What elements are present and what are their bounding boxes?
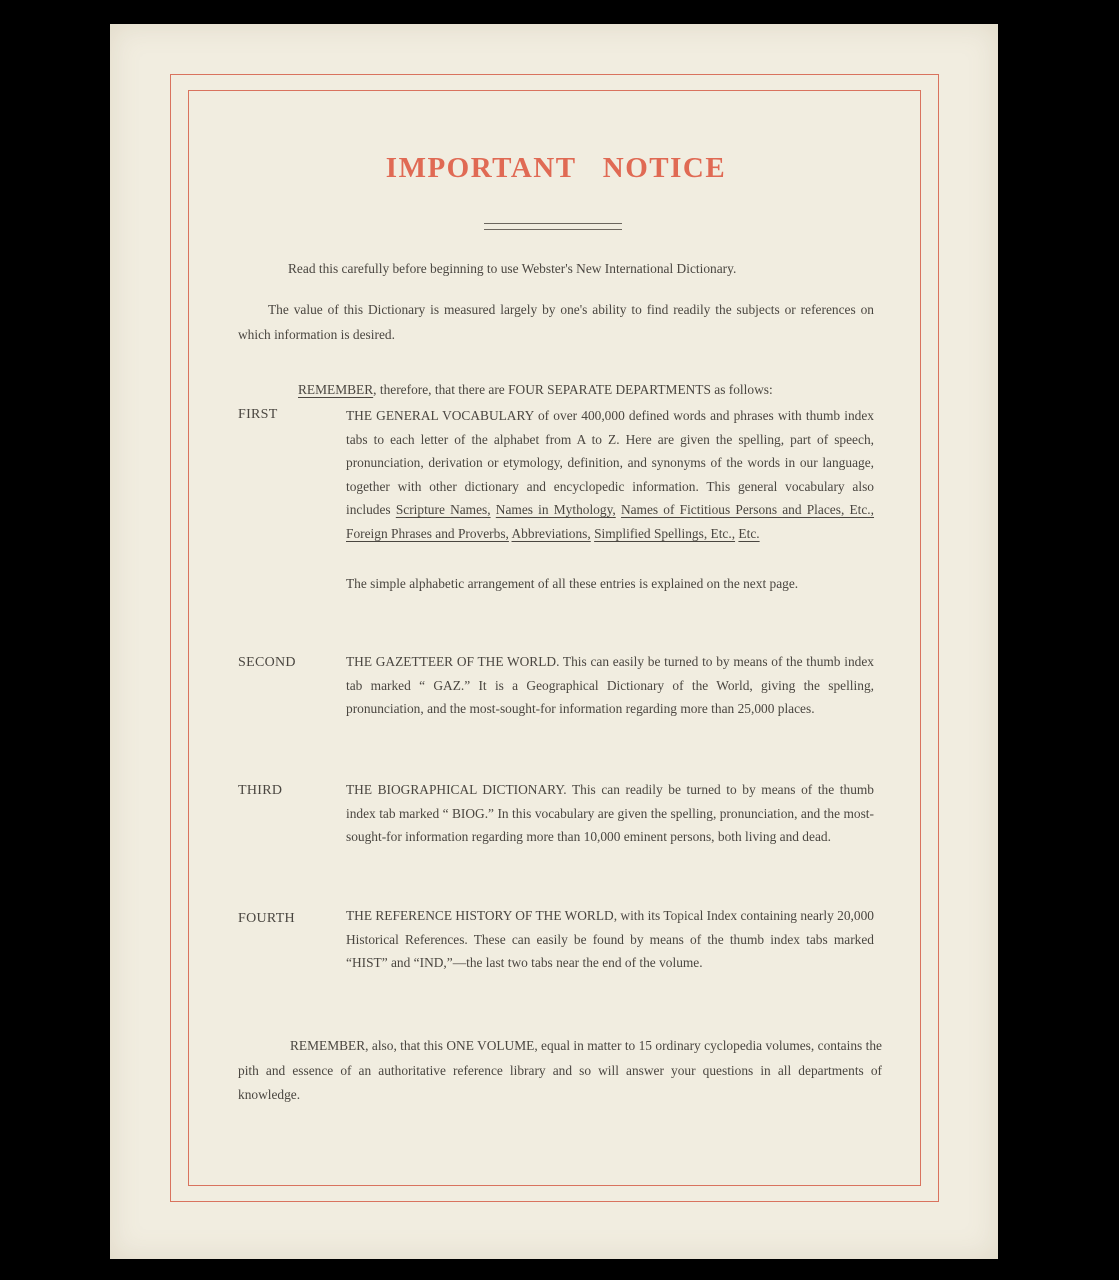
- closing-remember: REMEMBER, also, that this ONE VOLUME, equal in matter to 15 ordinary cyclopedia volumes, contains the pith and essence of an authoritative reference library and so will answer your questions in all departments of knowledge.: [238, 1038, 882, 1102]
- title-divider-bottom: [484, 229, 622, 230]
- intro-text: Read this carefully before beginning to use Webster's New International Dictionary.: [288, 261, 737, 276]
- department-label-fourth: FOURTH: [238, 911, 295, 926]
- value-statement: The value of this Dictionary is measured largely by one's ability to find readily the subjects or references on which information is desired.: [238, 302, 874, 342]
- remember-departments: [298, 378, 874, 403]
- remember-keyword: REMEMBER: [298, 382, 374, 397]
- remember-departments-text: , therefore, that there are FOUR SEPARATE DEPARTMENTS as follows:: [373, 382, 773, 397]
- general-vocabulary-text: THE GENERAL VOCABULARY of over 400,000 defined words and phrases with thumb index tabs to each letter of the alphabet from A to Z. Here are given the spelling, part of speech, pronunciation, derivation or etymology, definition, and synonyms of the words in our language, together with other dictionary and encyclopedic information. This general vocabulary also includes: [346, 408, 874, 518]
- link-scripture-names: Scripture Names,: [395, 502, 491, 518]
- page-title: IMPORTANT NOTICE: [385, 152, 727, 184]
- department-label-second: SECOND: [238, 655, 296, 670]
- department-text-third: THE BIOGRAPHICAL DICTIONARY. This can readily be turned to by means of the thumb index tab marked “ BIOG.” In this vocabulary are given the spelling, pronunciation, and the most-sought-for information regarding more than 10,000 eminent persons, both living and dead.: [346, 782, 874, 845]
- link-fictitious-names: Names of Fictitious Persons and Places, Etc.,: [620, 502, 875, 518]
- department-label-third: THIRD: [238, 783, 283, 798]
- link-simplified-spellings: Simplified Spellings, Etc.,: [594, 525, 736, 541]
- arrangement-note: The simple alphabetic arrangement of all these entries is explained on the next page.: [346, 576, 799, 591]
- department-text-first: [346, 404, 874, 546]
- inner-red-border: [188, 90, 921, 1186]
- department-text-second: THE GAZETTEER OF THE WORLD. This can easily be turned to by means of the thumb index tab marked “ GAZ.” It is a Geographical Dictionary of the World, giving the spelling, pronunciation, and the most-sought-for information regarding more than 25,000 places.: [346, 654, 874, 717]
- title-divider-top: [484, 223, 622, 224]
- link-abbreviations: Abbreviations,: [511, 525, 591, 541]
- notice-page: [110, 24, 998, 1259]
- department-label-first: FIRST: [238, 407, 278, 422]
- department-text-fourth: THE REFERENCE HISTORY OF THE WORLD, with its Topical Index containing nearly 20,000 Historical References. These can easily be found by means of the thumb index tabs marked “HIST” and “IND,”—the last two tabs near the end of the volume.: [346, 908, 874, 971]
- link-foreign-phrases: Foreign Phrases and Proverbs,: [346, 525, 509, 541]
- link-names-mythology: Names in Mythology,: [495, 502, 616, 518]
- link-etc: Etc.: [738, 525, 760, 541]
